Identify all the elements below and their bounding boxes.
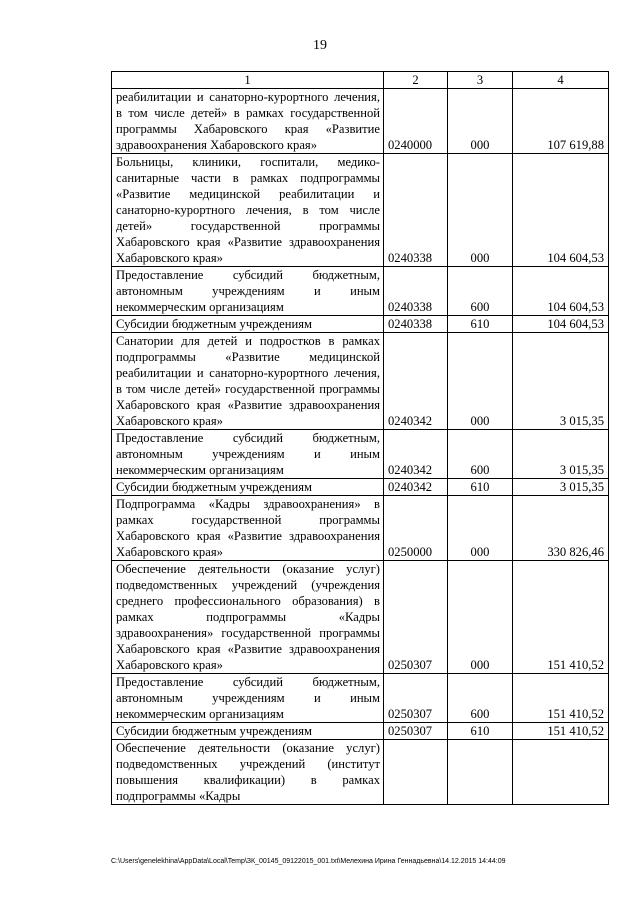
row-target-code: 0240342: [384, 479, 448, 496]
header-col-1: 1: [112, 72, 384, 89]
table-row: [112, 723, 609, 740]
row-expense-type: 000: [448, 154, 513, 267]
row-target-code: 0240342: [384, 430, 448, 479]
row-expense-type: 600: [448, 674, 513, 723]
row-amount: 104 604,53: [513, 154, 609, 267]
budget-table: [111, 71, 609, 805]
row-name: Субсидии бюджетным учреждениям: [112, 723, 384, 740]
row-target-code: 0240342: [384, 333, 448, 430]
row-name: реабилитации и санаторно-курортного лечения, в том числе детей» в рамках государственной программы Хабаровского края «Развитие здравоохранения Хабаровского края»: [112, 89, 384, 154]
row-name: Предоставление субсидий бюджетным, автономным учреждениям и иным некоммерческим организациям: [112, 430, 384, 479]
table-row: [112, 89, 609, 154]
row-expense-type: 000: [448, 89, 513, 154]
row-amount: 151 410,52: [513, 674, 609, 723]
row-name: Санатории для детей и подростков в рамках подпрограммы «Развитие медицинской реабилитации и санаторно-курортного лечения, в том числе детей» государственной программы Хабаровского края «Развитие здравоохранения Хабаровского края»: [112, 333, 384, 430]
row-name: Предоставление субсидий бюджетным, автономным учреждениям и иным некоммерческим организациям: [112, 674, 384, 723]
row-expense-type: 000: [448, 333, 513, 430]
row-amount: 3 015,35: [513, 333, 609, 430]
row-target-code: 0240338: [384, 316, 448, 333]
row-amount: [513, 740, 609, 805]
table-row: [112, 154, 609, 267]
table-row: [112, 267, 609, 316]
row-expense-type: 600: [448, 430, 513, 479]
row-expense-type: 000: [448, 496, 513, 561]
row-amount: 330 826,46: [513, 496, 609, 561]
row-amount: 3 015,35: [513, 430, 609, 479]
row-amount: 3 015,35: [513, 479, 609, 496]
row-target-code: 0250307: [384, 561, 448, 674]
table-row: [112, 674, 609, 723]
row-name: Субсидии бюджетным учреждениям: [112, 479, 384, 496]
row-name: Обеспечение деятельности (оказание услуг) подведомственных учреждений (учреждения среднего профессионального образования) в рамках подпрограммы «Кадры здравоохранения» государственной программы Хабаровского края «Развитие здравоохранения Хабаровского края»: [112, 561, 384, 674]
row-target-code: 0240338: [384, 267, 448, 316]
table-row: [112, 496, 609, 561]
table-row: [112, 561, 609, 674]
row-expense-type: 600: [448, 267, 513, 316]
footer-file-path: C:\Users\genelekhina\AppData\Local\Temp\ЗК_00145_09122015_001.txt\Мелехина Ирина Геннадьевна\14.12.2015 14:44:09: [111, 858, 506, 865]
row-amount: 104 604,53: [513, 316, 609, 333]
row-target-code: 0240338: [384, 154, 448, 267]
row-name: Обеспечение деятельности (оказание услуг) подведомственных учреждений (институт повышения квалификации) в рамках подпрограммы «Кадры: [112, 740, 384, 805]
row-expense-type: 610: [448, 479, 513, 496]
row-amount: 151 410,52: [513, 561, 609, 674]
row-name: Подпрограмма «Кадры здравоохранения» в рамках государственной программы Хабаровского края «Развитие здравоохранения Хабаровского края»: [112, 496, 384, 561]
header-col-2: 2: [384, 72, 448, 89]
row-expense-type: 000: [448, 561, 513, 674]
row-amount: 104 604,53: [513, 267, 609, 316]
row-expense-type: 610: [448, 316, 513, 333]
row-expense-type: [448, 740, 513, 805]
row-name: Предоставление субсидий бюджетным, автономным учреждениям и иным некоммерческим организациям: [112, 267, 384, 316]
row-name: Субсидии бюджетным учреждениям: [112, 316, 384, 333]
row-target-code: 0250000: [384, 496, 448, 561]
table-row: [112, 316, 609, 333]
row-name: Больницы, клиники, госпитали, медико-санитарные части в рамках подпрограммы «Развитие медицинской реабилитации и санаторно-курортного лечения, в том числе детей» государственной программы Хабаровского края «Развитие здравоохранения Хабаровского края»: [112, 154, 384, 267]
row-amount: 107 619,88: [513, 89, 609, 154]
table-row: [112, 479, 609, 496]
row-amount: 151 410,52: [513, 723, 609, 740]
table-row: [112, 333, 609, 430]
table-row: [112, 740, 609, 805]
table-header-row: [112, 72, 609, 89]
page-number: 19: [313, 38, 327, 53]
row-expense-type: 610: [448, 723, 513, 740]
row-target-code: 0250307: [384, 674, 448, 723]
header-col-3: 3: [448, 72, 513, 89]
row-target-code: 0240000: [384, 89, 448, 154]
table-row: [112, 430, 609, 479]
header-col-4: 4: [513, 72, 609, 89]
row-target-code: [384, 740, 448, 805]
row-target-code: 0250307: [384, 723, 448, 740]
